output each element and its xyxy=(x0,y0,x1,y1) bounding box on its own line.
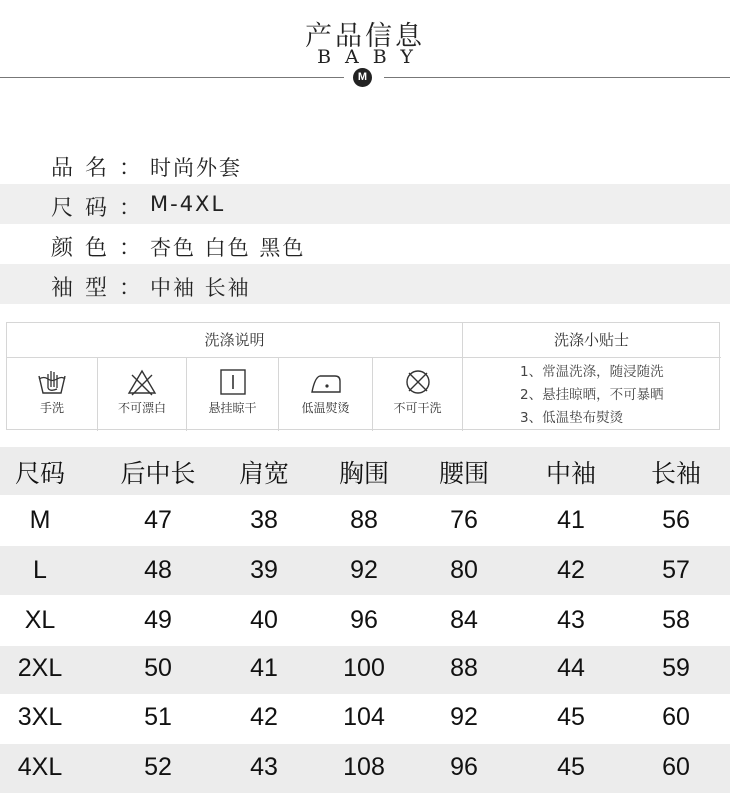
size-table-row xyxy=(0,694,730,743)
size-table-cell: 84 xyxy=(450,606,478,634)
info-value: 中袖 长袖 xyxy=(150,276,251,300)
care-heading-tips: 洗涤小贴士 xyxy=(553,331,629,349)
size-table-header-cell: 肩宽 xyxy=(238,459,289,488)
size-table-cell: 41 xyxy=(557,506,585,534)
size-table-cell: 48 xyxy=(144,556,172,584)
size-table-row xyxy=(0,744,730,793)
size-table-cell: 4XL xyxy=(17,753,63,781)
size-table-cell: 104 xyxy=(343,703,385,731)
size-table-cell: 47 xyxy=(144,506,172,534)
info-row-color xyxy=(0,224,730,264)
care-tip: 1、常温洗涤，随浸随洗 xyxy=(520,364,664,380)
size-table-cell: 96 xyxy=(450,753,478,781)
size-table-cell: 108 xyxy=(343,753,385,781)
size-table-header-cell: 腰围 xyxy=(438,459,489,488)
size-table-cell: 58 xyxy=(662,606,690,634)
size-table-cell: 60 xyxy=(662,703,690,731)
care-label: 手洗 xyxy=(39,401,64,415)
hand-wash-icon xyxy=(35,367,69,397)
info-key: 品名： xyxy=(51,156,154,181)
size-table-cell: 43 xyxy=(557,606,585,634)
care-tips-list xyxy=(520,361,664,430)
page-title: 产品信息 xyxy=(305,21,425,52)
divider-right xyxy=(384,77,730,78)
size-table-cell: 49 xyxy=(144,606,172,634)
size-table-cell: 80 xyxy=(450,556,478,584)
info-row-name xyxy=(0,144,730,184)
info-value: M-4XL xyxy=(150,192,226,216)
size-table-cell: 88 xyxy=(350,506,378,534)
size-table-cell: 50 xyxy=(144,654,172,682)
care-item-no-dry-clean xyxy=(373,361,462,427)
care-instructions-box xyxy=(6,322,720,430)
low-iron-icon xyxy=(309,367,343,397)
size-table-header-cell: 中袖 xyxy=(545,459,596,488)
no-dry-clean-icon xyxy=(401,367,435,397)
size-table-row xyxy=(0,596,730,645)
size-table-cell: 52 xyxy=(144,753,172,781)
size-table-header-cell: 后中长 xyxy=(120,459,196,488)
size-table-cell: 92 xyxy=(450,703,478,731)
size-table-header-cell: 长袖 xyxy=(650,459,701,488)
care-label: 低温熨烫 xyxy=(301,401,350,415)
size-table-header-cell: 尺码 xyxy=(14,459,65,488)
info-row-size xyxy=(0,184,730,224)
info-value: 杏色 白色 黑色 xyxy=(150,236,306,260)
care-label: 不可漂白 xyxy=(117,401,166,415)
info-value: 时尚外套 xyxy=(150,156,242,180)
size-table-cell: 41 xyxy=(250,654,278,682)
care-label: 悬挂晾干 xyxy=(208,401,257,415)
size-table-cell: 57 xyxy=(662,556,690,584)
info-key: 袖型： xyxy=(51,276,154,301)
size-table-cell: 3XL xyxy=(17,703,63,731)
size-table-cell: 76 xyxy=(450,506,478,534)
size-table-cell: 51 xyxy=(144,703,172,731)
size-table-row xyxy=(0,646,730,694)
size-table-header xyxy=(0,447,730,495)
care-item-low-iron xyxy=(279,361,372,427)
size-table-cell: 100 xyxy=(343,654,385,682)
size-table-header-cell: 胸围 xyxy=(338,459,389,488)
size-table-cell: 60 xyxy=(662,753,690,781)
info-key: 颜色： xyxy=(51,236,154,261)
size-table-cell: 45 xyxy=(557,703,585,731)
care-item-hang-dry xyxy=(187,361,278,427)
size-table-cell: 43 xyxy=(250,753,278,781)
size-table-cell: 40 xyxy=(250,606,278,634)
page-subtitle: BABY xyxy=(317,46,427,68)
size-table-cell: M xyxy=(29,506,51,534)
care-divider xyxy=(462,323,463,431)
size-table-cell: 38 xyxy=(250,506,278,534)
size-table-cell: 92 xyxy=(350,556,378,584)
care-tip: 2、悬挂晾晒，不可暴晒 xyxy=(520,387,664,403)
size-table-cell: L xyxy=(33,556,47,584)
info-key: 尺码： xyxy=(51,196,154,221)
size-table-row xyxy=(0,496,730,545)
care-item-no-bleach xyxy=(98,361,186,427)
size-table-cell: 88 xyxy=(450,654,478,682)
size-table-cell: 42 xyxy=(557,556,585,584)
size-table-cell: 42 xyxy=(250,703,278,731)
no-bleach-icon xyxy=(125,367,159,397)
size-table-cell: 56 xyxy=(662,506,690,534)
size-table-row xyxy=(0,546,730,595)
care-divider xyxy=(7,357,721,358)
size-table-cell: 96 xyxy=(350,606,378,634)
hang-dry-icon xyxy=(216,367,250,397)
size-table-cell: 44 xyxy=(557,654,585,682)
info-row-sleeve xyxy=(0,264,730,304)
size-table-cell: 45 xyxy=(557,753,585,781)
size-table-cell: XL xyxy=(24,606,56,634)
care-item-hand-wash xyxy=(7,361,97,427)
care-label: 不可干洗 xyxy=(393,401,442,415)
size-table-cell: 2XL xyxy=(17,654,63,682)
size-table-cell: 39 xyxy=(250,556,278,584)
m-badge: M xyxy=(353,68,372,87)
care-tip: 3、低温垫布熨烫 xyxy=(520,410,624,426)
divider-left xyxy=(0,77,344,78)
size-table-cell: 59 xyxy=(662,654,690,682)
care-heading-wash: 洗涤说明 xyxy=(204,331,265,349)
